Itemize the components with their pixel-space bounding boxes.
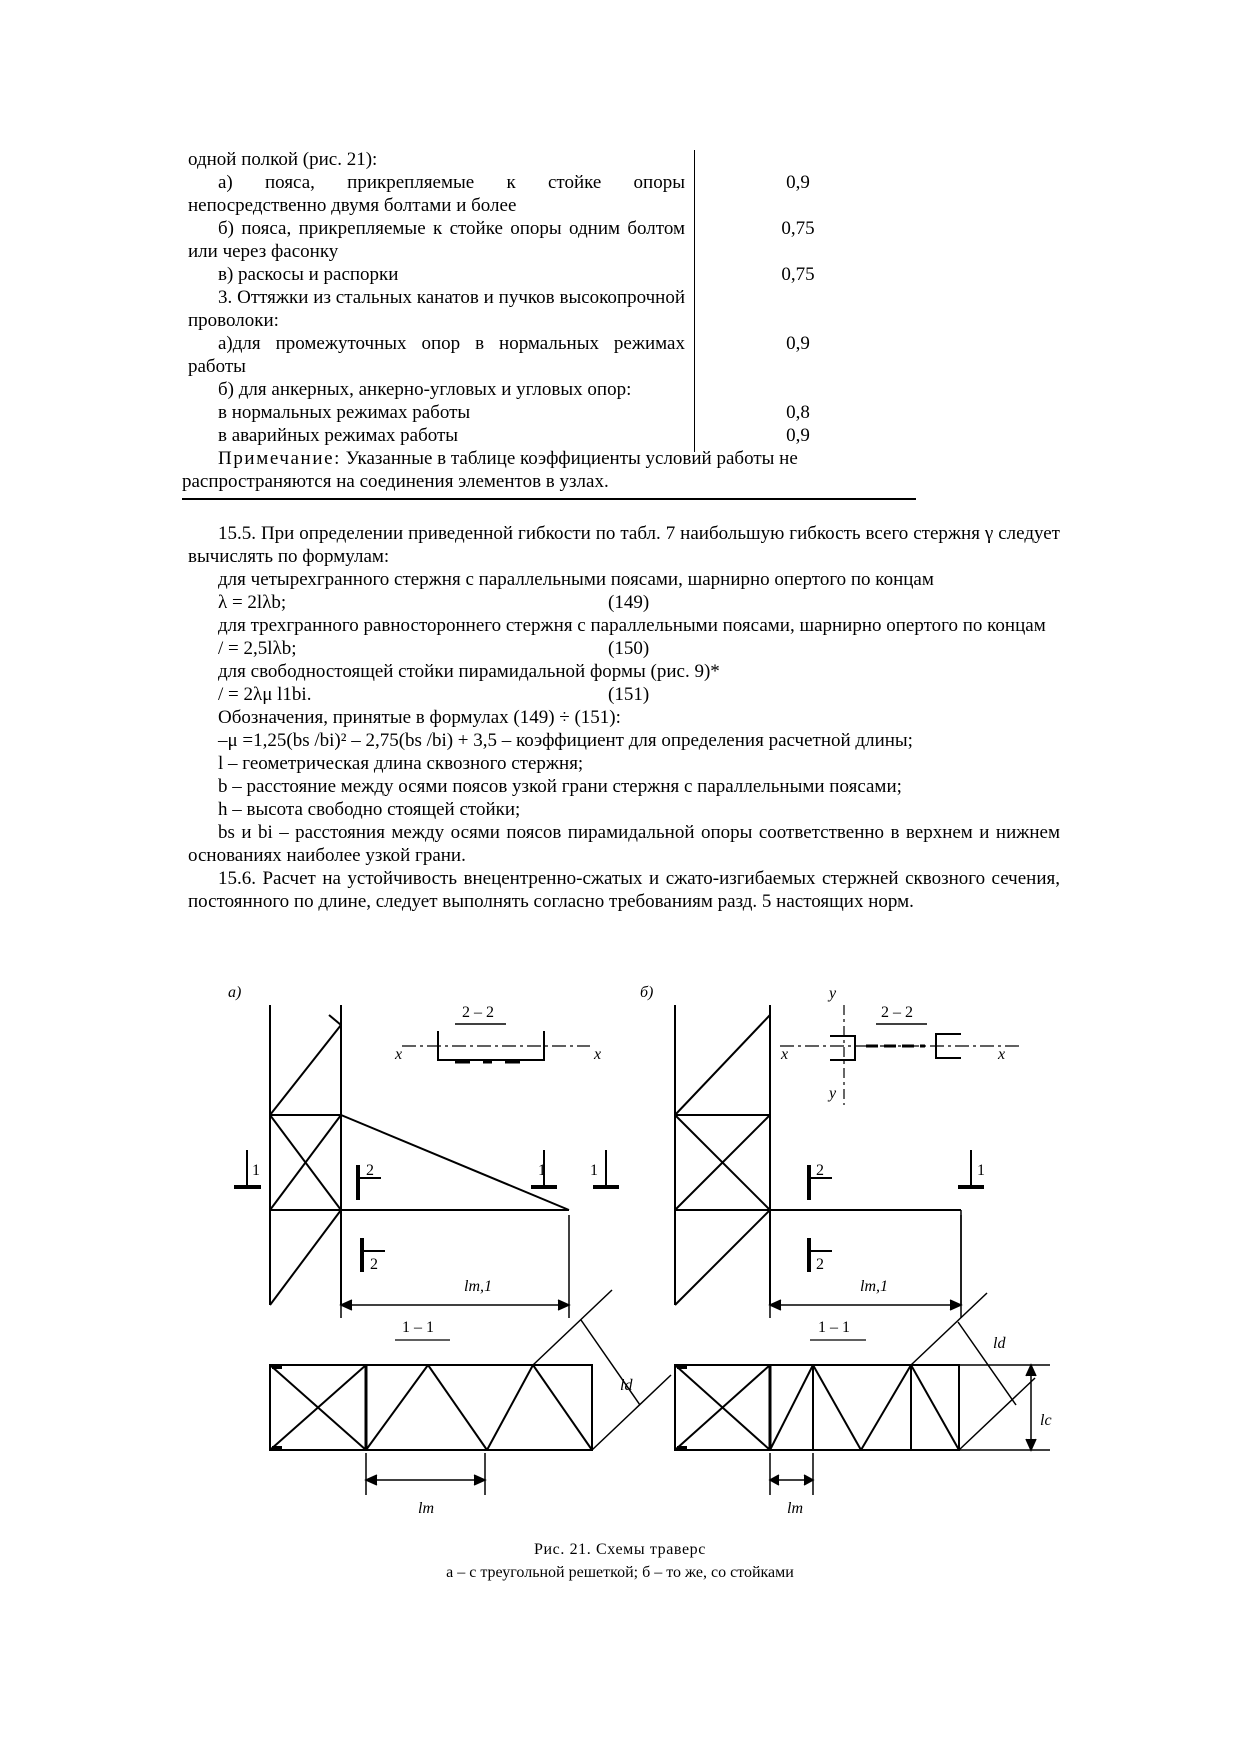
- paragraph: для трехгранного равностороннего стержня с параллельными поясами, шарнирно опертого по концам: [218, 615, 1046, 636]
- scheme-a-elevation: [270, 1005, 569, 1305]
- dim-lm-a: lm: [418, 1500, 434, 1517]
- section-1-1-a: 1 – 1: [402, 1319, 434, 1336]
- paragraph-15-6: 15.6. Расчет на устойчивость внецентренно-сжатых и сжато-изгибаемых стержней сквозного сечения, постоянного по длине, следует выполнять согласно требованиям разд. 5 настоящих норм.: [188, 868, 1060, 912]
- dim-ld-a: ld: [620, 1377, 633, 1394]
- section-2-2-a: 2 – 2: [462, 1004, 494, 1021]
- mark-1: 1: [538, 1162, 546, 1179]
- scheme-a-plan-1-1: [270, 1365, 592, 1450]
- section-1-1-b: 1 – 1: [818, 1319, 850, 1336]
- axis-y-label: y: [829, 1085, 837, 1102]
- definition-b: b – расстояние между осями поясов узкой грани стержня с параллельными поясами;: [218, 776, 902, 797]
- definition-h: h – высота свободно стоящей стойки;: [218, 799, 521, 820]
- dim-lm1-b: lm,1: [860, 1278, 888, 1295]
- mark-1: 1: [977, 1162, 985, 1179]
- axis-x-label: x: [998, 1046, 1006, 1063]
- axis-y-label: y: [829, 985, 837, 1002]
- scheme-b-dimension-ld: [911, 1293, 1035, 1450]
- mark-2: 2: [366, 1162, 374, 1179]
- mark-2: 2: [816, 1256, 824, 1273]
- formula-number: (149): [608, 592, 650, 613]
- scheme-b-dimension-lm1: [770, 1215, 961, 1318]
- table-row-text: в нормальных режимах работы: [218, 402, 471, 423]
- table-row-value: 0,9: [786, 172, 810, 193]
- mark-2: 2: [816, 1162, 824, 1179]
- scheme-a-section-2-2: [402, 1024, 590, 1062]
- definition-l: l – геометрическая длина сквозного стержня;: [218, 753, 584, 774]
- mark-1: 1: [590, 1162, 598, 1179]
- table-row-text: а)для промежуточных опор в нормальных режимах работы: [188, 333, 685, 377]
- table-row-text: а) пояса, прикрепляемые к стойке опоры непосредственно двумя болтами и более: [188, 172, 685, 216]
- dim-lm1-a: lm,1: [464, 1278, 492, 1295]
- axis-x-label: x: [594, 1046, 602, 1063]
- axis-x-label: x: [781, 1046, 789, 1063]
- figure-caption-subtitle: а – с треугольной решеткой; б – то же, со стойками: [446, 1564, 794, 1581]
- dim-lm-b: lm: [787, 1500, 803, 1517]
- paragraph-15-5: 15.5. При определении приведенной гибкости по табл. 7 наибольшую гибкость всего стержня γ следует вычислять по формулам:: [188, 523, 1060, 567]
- scheme-b-plan-1-1: [675, 1365, 959, 1450]
- formula-number: (150): [608, 638, 650, 659]
- formula-number: (151): [608, 684, 650, 705]
- formula-text: / = 2,5lλb;: [218, 638, 297, 659]
- scheme-b-dimension-lm: [770, 1453, 813, 1495]
- table-row-text: в) раскосы и распорки: [218, 264, 399, 285]
- table-row-value: 0,8: [786, 402, 810, 423]
- axis-x-label: x: [395, 1046, 403, 1063]
- mark-2: 2: [370, 1256, 378, 1273]
- label-b: б): [640, 984, 654, 1001]
- mark-1: 1: [252, 1162, 260, 1179]
- note-label: Примечание:: [218, 448, 342, 469]
- table-row-value: 0,9: [786, 333, 810, 354]
- definition-mu: –μ =1,25(bs /bi)² ‒ 2,75(bs /bi) + 3,5 – коэффициент для определения расчетной длины;: [218, 730, 913, 751]
- note-text: Указанные в таблице коэффициенты условий работы не: [345, 448, 798, 469]
- dim-lc-b: lc: [1040, 1412, 1052, 1429]
- paragraph: для свободностоящей стойки пирамидальной формы (рис. 9)*: [218, 661, 720, 682]
- table-note-last-line: распространяются на соединения элементов в узлах.: [182, 471, 609, 492]
- definition-bs-bi: bs и bi – расстояния между осями поясов пирамидальной опоры соответственно в верхнем и нижнем основаниях наиболее узкой грани.: [188, 822, 1060, 866]
- formula-text: / = 2λμ l1bi.: [218, 684, 312, 705]
- formula-text: λ = 2lλb;: [218, 592, 287, 613]
- table-row-text: б) для анкерных, анкерно-угловых и угловых опор:: [218, 379, 632, 400]
- table-row-text: в аварийных режимах работы: [218, 425, 459, 446]
- table-row-text: б) пояса, прикрепляемые к стойке опоры одним болтом или через фасонку: [188, 218, 685, 262]
- paragraph: для четырехгранного стержня с параллельными поясами, шарнирно опертого по концам: [218, 569, 934, 590]
- table-row-value: 0,9: [786, 425, 810, 446]
- table-row-value: 0,75: [781, 264, 815, 285]
- table-row-text: 3. Оттяжки из стальных канатов и пучков высокопрочной проволоки:: [188, 287, 685, 331]
- scheme-a-dimension-ld: [533, 1290, 671, 1450]
- section-2-2-b: 2 – 2: [881, 1004, 913, 1021]
- dim-ld-b: ld: [993, 1335, 1006, 1352]
- table-row-text: одной полкой (рис. 21):: [188, 149, 378, 170]
- figure-caption-title: Рис. 21. Схемы траверс: [534, 1541, 706, 1558]
- scheme-a-dimension-lm: [366, 1453, 485, 1495]
- label-a: а): [228, 984, 242, 1001]
- paragraph: Обозначения, принятые в формулах (149) ÷ (151):: [218, 707, 621, 728]
- table-row-value: 0,75: [781, 218, 815, 239]
